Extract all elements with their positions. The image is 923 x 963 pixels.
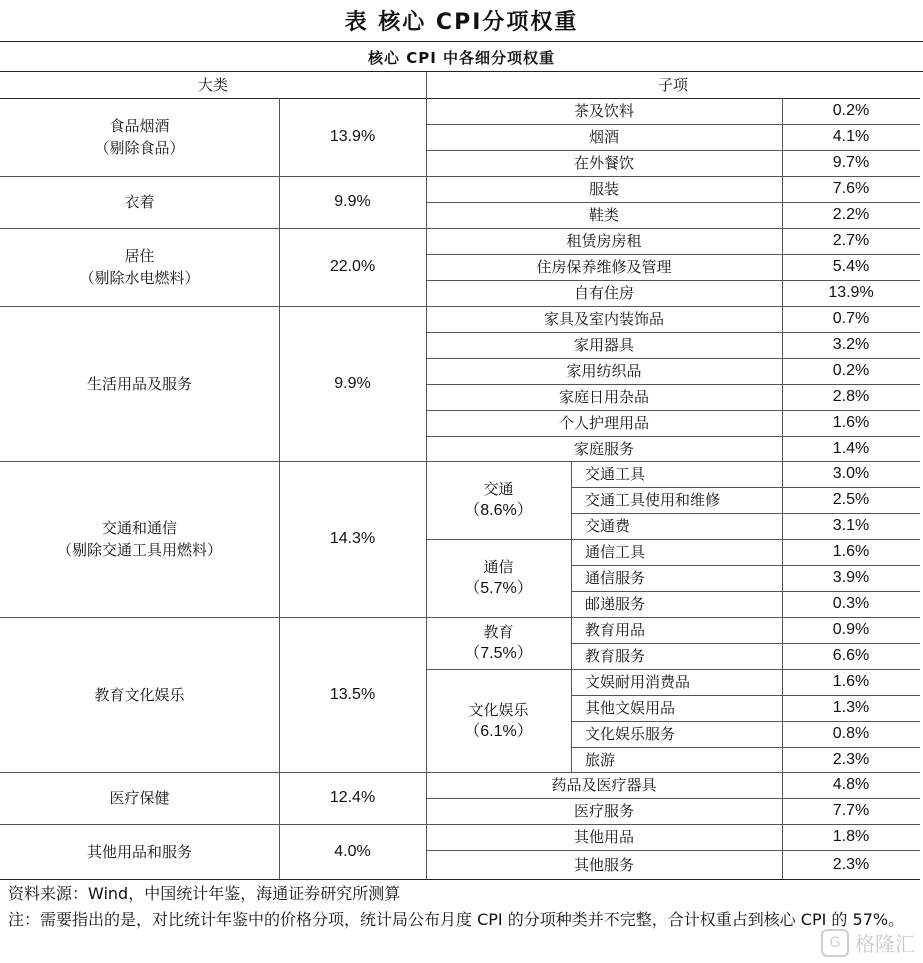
category-living-weight: 9.9%	[334, 374, 371, 392]
row-rule	[571, 695, 920, 696]
item-weight: 0.7%	[832, 310, 870, 327]
category-education-weight: 13.5%	[329, 685, 376, 703]
category-other-name: 其他用品和服务	[86, 842, 192, 861]
item-name: 文化娱乐服务	[585, 725, 676, 743]
item-weight: 7.7%	[832, 802, 870, 819]
subcategory-comm-name: 通信	[483, 558, 514, 576]
row-rule	[0, 879, 920, 880]
row-rule	[571, 643, 920, 644]
item-name: 教育用品	[585, 621, 646, 639]
watermark-text: 格隆汇	[855, 932, 915, 956]
category-other	[0, 824, 279, 879]
row-rule	[571, 513, 920, 514]
category-medical-name: 医疗保健	[109, 789, 170, 807]
item-name: 其他服务	[573, 855, 634, 874]
item-name: 药品及医疗器具	[551, 776, 657, 794]
table-subtitle: 核心 CPI 中各细分项权重	[367, 49, 556, 67]
category-housing-weight: 22.0%	[329, 258, 376, 275]
item-name: 住房保养维修及管理	[536, 258, 672, 276]
category-medical	[0, 772, 279, 824]
item-name: 邮递服务	[585, 595, 646, 613]
item-weight: 2.8%	[832, 388, 870, 405]
item-weight: 2.3%	[832, 855, 870, 873]
subcategory-comm-weight: （5.7%）	[464, 580, 533, 597]
category-transport-weight: 14.3%	[329, 530, 376, 547]
item-weight: 0.9%	[832, 621, 870, 638]
item-name: 其他文娱用品	[585, 699, 676, 717]
column-rule	[782, 98, 783, 879]
row-rule	[571, 747, 920, 748]
category-food-note: （剔除食品）	[94, 139, 185, 157]
item-weight: 1.4%	[832, 439, 870, 457]
category-transport-name: 交通和通信	[101, 519, 177, 537]
item-name: 交通工具使用和维修	[585, 491, 721, 509]
row-rule	[426, 254, 920, 255]
item-name: 个人护理用品	[558, 414, 649, 432]
item-weight: 2.5%	[832, 491, 870, 508]
row-rule	[426, 124, 920, 125]
item-weight: 1.6%	[832, 414, 870, 431]
item-name: 通信服务	[585, 569, 646, 587]
item-weight: 2.7%	[832, 232, 870, 249]
row-rule	[426, 358, 920, 359]
subcategory-traffic-weight: （8.6%）	[464, 502, 533, 519]
item-name: 在外餐饮	[573, 154, 634, 172]
watermark	[821, 928, 915, 957]
item-weight: 3.9%	[832, 569, 870, 586]
subcategory-traffic	[426, 461, 571, 539]
category-clothing-name: 衣着	[124, 193, 155, 211]
item-name: 交通工具	[585, 465, 646, 483]
item-name: 交通费	[585, 517, 631, 535]
row-rule	[426, 384, 920, 385]
item-name: 租赁房房租	[566, 232, 642, 250]
category-housing-note: （剔除水电燃料）	[79, 269, 200, 287]
row-rule	[571, 461, 920, 462]
row-rule	[426, 150, 920, 151]
item-weight: 13.9%	[828, 284, 874, 301]
row-rule	[571, 487, 920, 488]
item-weight: 9.7%	[832, 154, 870, 171]
row-rule	[426, 176, 920, 177]
category-clothing-weight: 9.9%	[334, 193, 371, 210]
item-weight: 0.2%	[832, 102, 870, 119]
category-education	[0, 617, 279, 772]
row-rule	[571, 591, 920, 592]
category-other-weight: 4.0%	[334, 842, 371, 860]
category-housing-name: 居住	[124, 247, 155, 265]
item-weight: 7.6%	[832, 180, 870, 197]
item-weight: 1.3%	[832, 699, 870, 716]
subcategory-comm	[426, 539, 571, 617]
header-category: 大类	[197, 76, 228, 94]
notes	[0, 881, 923, 933]
item-name: 教育服务	[585, 647, 646, 665]
item-name: 文娱耐用消费品	[585, 673, 691, 691]
item-name: 鞋类	[588, 206, 619, 224]
item-name: 家用纺织品	[566, 362, 642, 380]
row-rule	[426, 850, 920, 851]
item-weight: 5.4%	[832, 258, 870, 275]
item-name: 家具及室内装饰品	[543, 310, 664, 328]
row-rule	[426, 202, 920, 203]
table-title: 表 核心 CPI分项权重	[344, 9, 579, 35]
column-rule	[571, 461, 572, 772]
row-rule	[426, 410, 920, 411]
item-name: 家庭服务	[573, 439, 634, 458]
row-rule	[426, 332, 920, 333]
item-weight: 4.1%	[832, 128, 870, 145]
item-weight: 1.8%	[832, 828, 870, 845]
source-note: 资料来源：Wind，中国统计年鉴，海通证券研究所测算	[8, 884, 401, 903]
item-weight: 6.6%	[832, 647, 870, 664]
item-name: 家用器具	[573, 336, 634, 354]
item-weight: 1.6%	[832, 543, 870, 560]
item-name: 烟酒	[588, 128, 619, 146]
subcategory-edu-weight: （7.5%）	[464, 645, 533, 662]
header-subitem: 子项	[657, 76, 688, 94]
subcategory-ent	[426, 669, 571, 772]
category-clothing	[0, 176, 279, 228]
row-rule	[426, 436, 920, 437]
item-name: 医疗服务	[573, 802, 634, 820]
item-name: 通信工具	[585, 543, 646, 561]
row-rule	[426, 228, 920, 229]
row-rule	[571, 565, 920, 566]
category-food	[0, 98, 279, 176]
item-weight: 0.2%	[832, 362, 870, 379]
column-rule	[426, 72, 427, 879]
row-rule	[426, 824, 920, 825]
category-transport-note: （剔除交通工具用燃料）	[56, 541, 222, 559]
category-education-name: 教育文化娱乐	[94, 685, 185, 704]
item-weight: 2.3%	[832, 750, 870, 768]
row-rule	[426, 280, 920, 281]
category-medical-weight: 12.4%	[329, 789, 376, 806]
gelonghui-logo-icon: G	[821, 929, 849, 957]
item-weight: 0.3%	[832, 595, 870, 612]
subcategory-edu-name: 教育	[483, 623, 514, 641]
item-weight: 0.8%	[832, 725, 870, 742]
category-living	[0, 306, 279, 461]
item-name: 旅游	[585, 750, 616, 769]
column-rule	[279, 98, 280, 879]
weights-table	[0, 72, 920, 879]
item-weight: 1.6%	[832, 673, 870, 690]
item-weight: 4.8%	[832, 776, 870, 793]
row-rule	[426, 772, 920, 773]
item-weight: 3.2%	[832, 336, 870, 353]
item-name: 其他用品	[573, 828, 634, 846]
subcategory-ent-name: 文化娱乐	[468, 700, 529, 719]
row-rule	[571, 669, 920, 670]
item-name: 家庭日用杂品	[558, 388, 649, 406]
item-name: 茶及饮料	[573, 102, 634, 120]
item-name: 自有住房	[573, 284, 634, 302]
row-rule	[571, 617, 920, 618]
item-weight: 2.2%	[832, 206, 870, 223]
row-rule	[426, 798, 920, 799]
title-rule	[0, 41, 923, 42]
subcategory-traffic-name: 交通	[483, 480, 514, 498]
footnote: 注：需要指出的是，对比统计年鉴中的价格分项，统计局公布月度 CPI 的分项种类并不完整，合计权重占到核心 CPI 的 57%。	[8, 910, 905, 929]
subcategory-edu	[426, 617, 571, 669]
item-name: 服装	[588, 180, 619, 198]
category-housing	[0, 228, 279, 306]
category-food-name: 食品烟酒	[109, 117, 170, 135]
category-food-weight: 13.9%	[329, 128, 376, 145]
row-rule	[571, 721, 920, 722]
category-living-name: 生活用品及服务	[86, 374, 192, 393]
subcategory-ent-weight: （6.1%）	[464, 722, 533, 740]
category-transport	[0, 461, 279, 617]
row-rule	[426, 306, 920, 307]
item-weight: 3.0%	[832, 465, 870, 482]
row-rule	[571, 539, 920, 540]
item-weight: 3.1%	[832, 517, 870, 534]
